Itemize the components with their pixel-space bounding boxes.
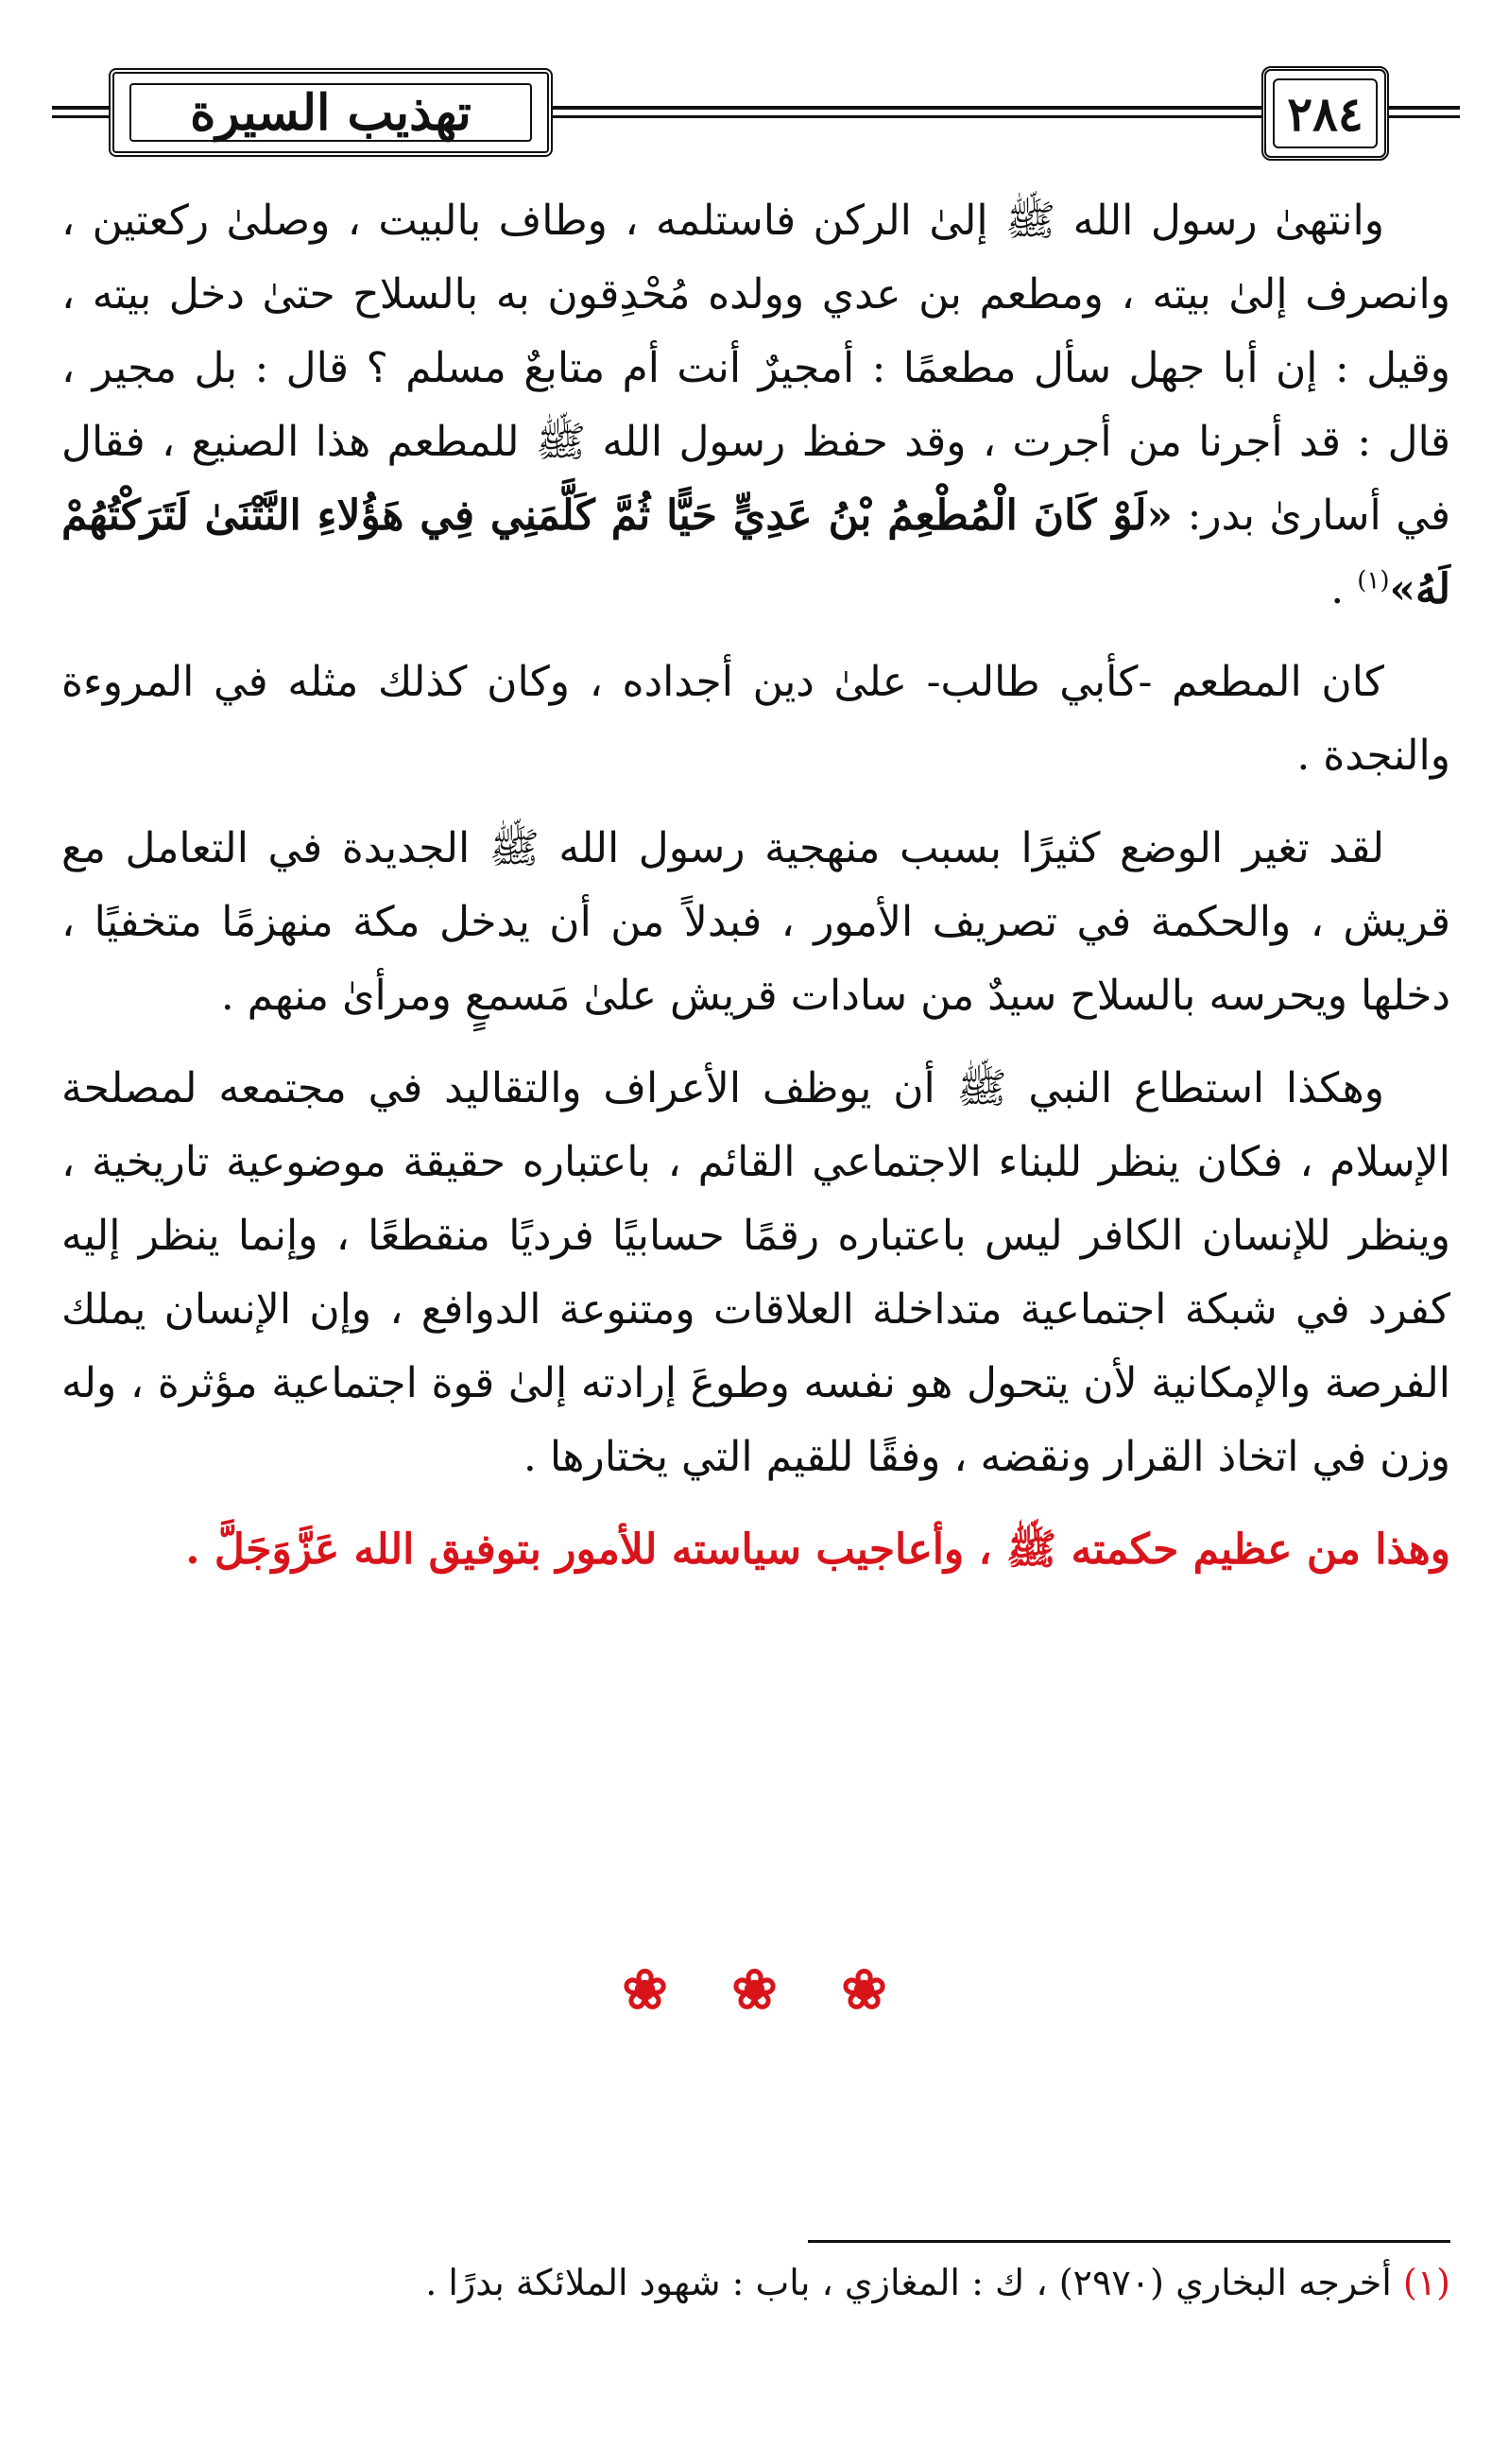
paragraph-1 (61, 184, 1450, 627)
paragraph-4: وهكذا استطاع النبي ﷺ أن يوظف الأعراف والتقاليد في مجتمعه لمصلحة الإسلام ، فكان ينظر للبناء الاجتماعي القائم ، باعتباره حقيقة موضوعية تاريخية ، وينظر للإنسان الكافر ليس باعتباره رقمًا حسابيًا فرديًا منقطعًا ، وإنما ينظر إليه كفرد في شبكة اجتماعية متداخلة العلاقات ومتنوعة الدوافع ، وإن الإنسان يملك الفرصة والإمكانية لأن يتحول هو نفسه وطوعَ إرادته إلىٰ قوة اجتماعية مؤثرة ، وله وزن في اتخاذ القرار ونقضه ، وفقًا للقيم التي يختارها . (61, 1064, 1450, 1481)
closing-line: وهذا من عظيم حكمته ﷺ ، وأعاجيب سياسته للأمور بتوفيق الله عَزَّوَجَلَّ . (185, 1525, 1450, 1574)
flower-ornament-icon: ❀ (841, 1957, 887, 2022)
page-number: ٢٨٤ (1273, 78, 1379, 148)
book-title: تهذيب السيرة (129, 83, 531, 141)
footnote-rule (808, 2240, 1450, 2243)
flower-ornament-icon: ❀ (622, 1957, 668, 2022)
paragraph-1-end: . (1330, 565, 1358, 613)
paragraph-2: كان المطعم -كأبي طالب- علىٰ دين أجداده ، وكان كذلك مثله في المروءة والنجدة . (61, 658, 1450, 780)
footnote-text: أخرجه البخاري (٢٩٧٠) ، ك : المغازي ، باب : شهود الملائكة بدرًا . (425, 2262, 1403, 2303)
hadith-quote: «لَوْ كَانَ الْمُطْعِمُ بْنُ عَدِيٍّ حَيًّا ثُمَّ كَلَّمَنِي فِي هَؤُلاءِ النَّتْنَىٰ لَتَرَكْتُهُمْ لَهُ» (61, 491, 1450, 613)
flower-ornament-icon: ❀ (731, 1957, 778, 2022)
footnote-ref: (١) (1357, 566, 1390, 595)
section-divider-ornaments (0, 1947, 1509, 2042)
paragraph-1-text: وانتهىٰ رسول الله ﷺ إلىٰ الركن فاستلمه ، وطاف بالبيت ، وصلىٰ ركعتين ، وانصرف إلىٰ بيته ، ومطعم بن عدي وولده مُحْدِقون به بالسلاح حتىٰ دخل بيته ، وقيل : إن أبا جهل سأل مطعمًا : أمجيرٌ أنت أم متابعٌ مسلم ؟ قال : بل مجير ، قال : قد أجرنا من أجرت ، وقد حفظ رسول الله ﷺ للمطعم هذا الصنيع ، فقال في أسارىٰ بدر: (61, 197, 1450, 540)
page-header (52, 57, 1460, 170)
footnote (61, 2249, 1450, 2316)
page-number-frame (1261, 66, 1389, 161)
book-title-frame (109, 68, 553, 157)
main-text (61, 184, 1450, 1606)
paragraph-3: لقد تغير الوضع كثيرًا بسبب منهجية رسول الله ﷺ الجديدة في التعامل مع قريش ، والحكمة في تصريف الأمور ، فبدلاً من أن يدخل مكة منهزمًا متخفيًا ، دخلها ويحرسه بالسلاح سيدٌ من سادات قريش علىٰ مَسمعٍ ومرأىٰ منهم . (61, 824, 1450, 1020)
footnote-number: (١) (1402, 2262, 1450, 2303)
